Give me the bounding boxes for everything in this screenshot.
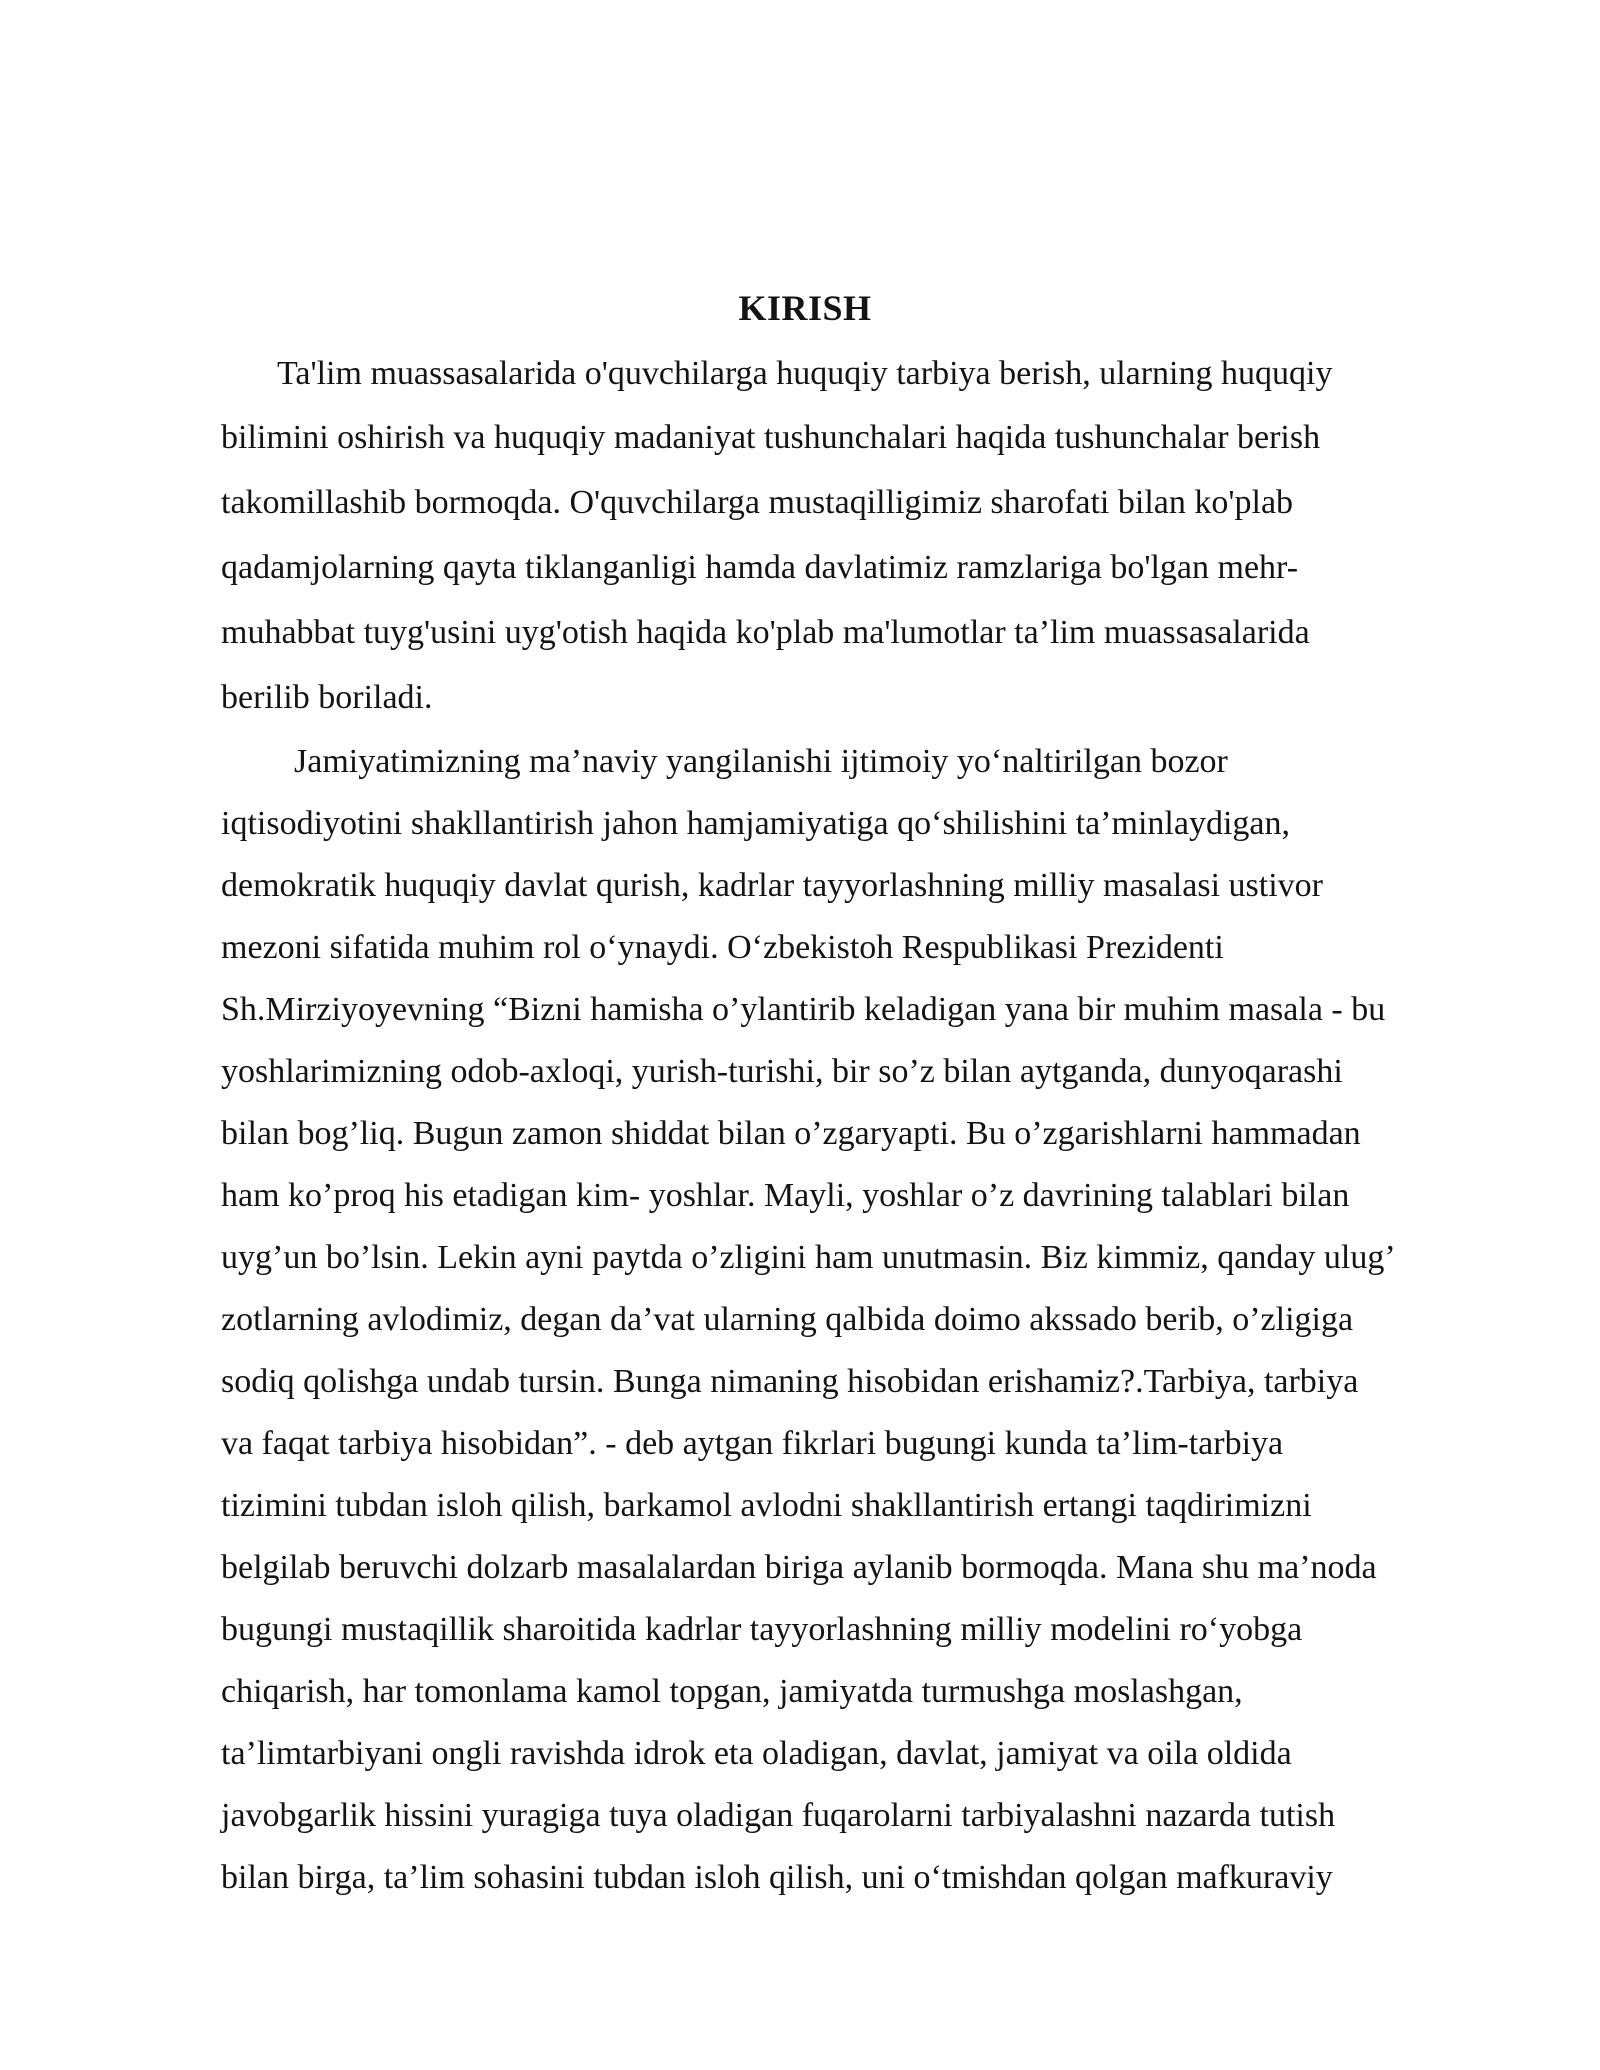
text-line: berilib boriladi. xyxy=(221,679,433,716)
text-line: muhabbat tuyg'usini uyg'otish haqida ko'plab ma'lumotlar ta’lim muassasalarida xyxy=(221,614,1310,651)
text-line: ham ko’proq his etadigan kim- yoshlar. Mayli, yoshlar o’z davrining talablari bilan xyxy=(221,1177,1350,1214)
text-line: bilimini oshirish va huquqiy madaniyat tushunchalari haqida tushunchalar berish xyxy=(221,419,1321,456)
text-line: bugungi mustaqillik sharoitida kadrlar tayyorlashning milliy modelini ro‘yobga xyxy=(221,1611,1303,1648)
text-line: va faqat tarbiya hisobidan”. - deb aytgan fikrlari bugungi kunda ta’lim-tarbiya xyxy=(221,1425,1284,1462)
text-line: tizimini tubdan isloh qilish, barkamol avlodni shakllantirish ertangi taqdirimizni xyxy=(221,1487,1312,1524)
text-line: ta’limtarbiyani ongli ravishda idrok eta oladigan, davlat, jamiyat va oila oldida xyxy=(221,1735,1292,1772)
text-line: bilan bog’liq. Bugun zamon shiddat bilan o’zgaryapti. Bu o’zgarishlarni hammadan xyxy=(221,1115,1361,1152)
text-line: yoshlarimizning odob-axloqi, yurish-turishi, bir so’z bilan aytganda, dunyoqarashi xyxy=(221,1053,1343,1090)
document-title: KIRISH xyxy=(738,288,872,328)
text-line: Sh.Mirziyoyevning “Bizni hamisha o’ylantirib keladigan yana bir muhim masala - bu xyxy=(221,991,1386,1028)
text-line: uyg’un bo’lsin. Lekin ayni paytda o’zligini ham unutmasin. Biz kimmiz, qanday ulug’ xyxy=(221,1239,1396,1276)
text-line: Ta'lim muassasalarida o'quvchilarga huquqiy tarbiya berish, ularning huquqiy xyxy=(277,355,1333,392)
text-line: qadamjolarning qayta tiklanganligi hamda davlatimiz ramzlariga bo'lgan mehr- xyxy=(221,549,1299,586)
text-line: demokratik huquqiy davlat qurish, kadrlar tayyorlashning milliy masalasi ustivor xyxy=(221,867,1323,904)
text-line: belgilab beruvchi dolzarb masalalardan biriga aylanib bormoqda. Mana shu ma’noda xyxy=(221,1549,1377,1586)
text-line: javobgarlik hissini yuragiga tuya oladigan fuqarolarni tarbiyalashni nazarda tutish xyxy=(221,1797,1336,1834)
text-line: takomillashib bormoqda. O'quvchilarga mustaqilligimiz sharofati bilan ko'plab xyxy=(221,484,1294,521)
text-line: chiqarish, har tomonlama kamol topgan, jamiyatda turmushga moslashgan, xyxy=(221,1673,1243,1710)
text-line: sodiq qolishga undab tursin. Bunga nimaning hisobidan erishamiz?.Tarbiya, tarbiya xyxy=(221,1363,1359,1400)
text-line: mezoni sifatida muhim rol o‘ynaydi. O‘zbekistoh Respublikasi Prezidenti xyxy=(221,929,1224,966)
text-line: bilan birga, ta’lim sohasini tubdan isloh qilish, uni o‘tmishdan qolgan mafkuraviy xyxy=(221,1859,1333,1896)
text-line: iqtisodiyotini shakllantirish jahon hamjamiyatiga qo‘shilishini ta’minlaydigan, xyxy=(221,805,1290,842)
text-line: Jamiyatimizning ma’naviy yangilanishi ijtimoiy yo‘naltirilgan bozor xyxy=(294,743,1228,780)
text-line: zotlarning avlodimiz, degan da’vat ularning qalbida doimo akssado berib, o’zligiga xyxy=(221,1301,1354,1338)
